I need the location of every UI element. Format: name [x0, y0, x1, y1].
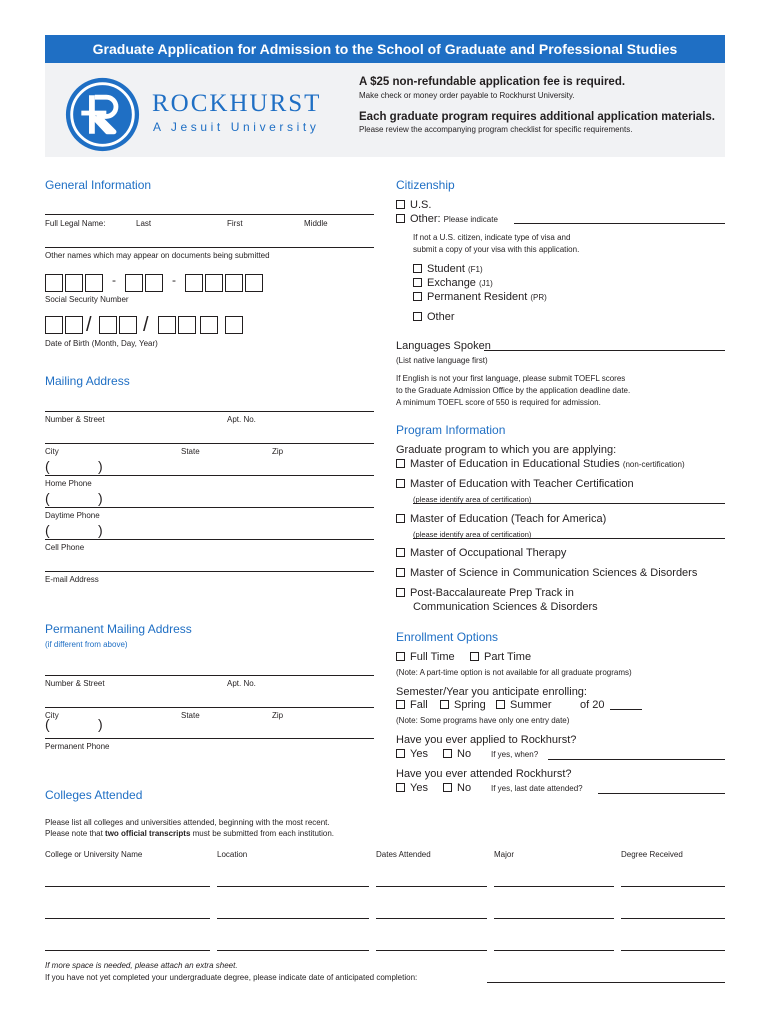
email-line[interactable] — [45, 571, 374, 572]
permanent-address-subtitle: (if different from above) — [45, 640, 128, 649]
page-title-banner: Graduate Application for Admission to the School of Graduate and Professional Studies — [45, 35, 725, 63]
ssn-digit-box[interactable] — [145, 274, 163, 292]
checkbox[interactable] — [396, 214, 405, 223]
postbac-option[interactable]: Post-Baccalaureate Prep Track in — [396, 587, 574, 599]
spring-option[interactable]: Spring — [440, 699, 486, 711]
dob-digit-box[interactable] — [225, 316, 243, 334]
ssn-digit-box[interactable] — [225, 274, 243, 292]
checkbox[interactable] — [496, 700, 505, 709]
area-code-open: ( — [45, 490, 50, 506]
other-citizenship-option[interactable]: Other: Please indicate — [396, 213, 498, 225]
permanent-address-heading: Permanent Mailing Address — [45, 622, 192, 636]
full-name-line[interactable] — [45, 214, 374, 215]
checkbox[interactable] — [396, 459, 405, 468]
toefl-note-3: A minimum TOEFL score of 550 is required for admission. — [396, 398, 601, 407]
college-location-field[interactable] — [217, 886, 369, 887]
ssn-digit-box[interactable] — [45, 274, 63, 292]
area-code-close: ) — [98, 490, 103, 506]
checkbox[interactable] — [396, 568, 405, 577]
zip-label: Zip — [272, 447, 284, 456]
colleges-heading: Colleges Attended — [45, 788, 143, 802]
home-phone-label: Home Phone — [45, 479, 92, 488]
college-location-field[interactable] — [217, 950, 369, 951]
full-time-option[interactable]: Full Time — [396, 651, 455, 663]
anticipated-completion-label: If you have not yet completed your undergraduate degree, please indicate date of anticipated completion: — [45, 973, 418, 982]
attended-no-option[interactable]: No — [443, 782, 471, 794]
college-degree-field[interactable] — [621, 918, 725, 919]
postbac-option-line-2: Communication Sciences & Disorders — [413, 601, 598, 613]
college-major-field[interactable] — [494, 918, 614, 919]
attended-date-label: If yes, last date attended? — [491, 784, 583, 793]
perm-zip-label: Zip — [272, 711, 284, 720]
full-name-label: Full Legal Name: — [45, 219, 106, 228]
col-header-major: Major — [494, 850, 515, 859]
semester-question: Semester/Year you anticipate enrolling: — [396, 686, 587, 698]
checkbox[interactable] — [413, 278, 422, 287]
part-time-option[interactable]: Part Time — [470, 651, 531, 663]
last-name-label: Last — [136, 219, 152, 228]
dob-digit-box[interactable] — [178, 316, 196, 334]
checkbox[interactable] — [413, 312, 422, 321]
other-names-label: Other names which may appear on documents being submitted — [45, 251, 270, 260]
checkbox[interactable] — [413, 264, 422, 273]
dob-digit-box[interactable] — [200, 316, 218, 334]
anticipated-completion-line[interactable] — [487, 982, 725, 983]
year-line[interactable] — [610, 709, 642, 710]
med-tfa-option[interactable]: Master of Education (Teach for America) — [396, 513, 606, 525]
checkbox[interactable] — [396, 588, 405, 597]
ssn-digit-box[interactable] — [205, 274, 223, 292]
attended-yes-option[interactable]: Yes — [396, 782, 428, 794]
college-name-field[interactable] — [45, 918, 210, 919]
college-name-field[interactable] — [45, 886, 210, 887]
enrollment-heading: Enrollment Options — [396, 630, 499, 644]
visa-exchange-option[interactable]: Exchange (J1) — [413, 277, 493, 289]
dob-label: Date of Birth (Month, Day, Year) — [45, 339, 158, 348]
area-code-close: ) — [98, 522, 103, 538]
dob-digit-box[interactable] — [119, 316, 137, 334]
area-code-open: ( — [45, 458, 50, 474]
other-citizenship-line[interactable] — [514, 223, 725, 224]
perm-city-label: City — [45, 711, 59, 720]
attended-date-line[interactable] — [598, 793, 725, 794]
checkbox[interactable] — [396, 652, 405, 661]
ssn-dash: - — [172, 273, 176, 287]
checkbox[interactable] — [396, 200, 405, 209]
med-educational-studies-option[interactable]: Master of Education in Educational Studies (non-certification) — [396, 458, 685, 470]
state-label: State — [181, 447, 200, 456]
citizenship-heading: Citizenship — [396, 178, 455, 192]
ssn-digit-box[interactable] — [85, 274, 103, 292]
checkbox[interactable] — [396, 700, 405, 709]
apt-label: Apt. No. — [227, 415, 256, 424]
fee-note: Make check or money order payable to Rockhurst University. — [359, 91, 575, 100]
col-header-college: College or University Name — [45, 850, 143, 859]
area-code-close: ) — [98, 458, 103, 474]
languages-label: Languages Spoken — [396, 340, 491, 352]
col-header-dates: Dates Attended — [376, 850, 431, 859]
perm-state-label: State — [181, 711, 200, 720]
visa-pr-option[interactable]: Permanent Resident (PR) — [413, 291, 547, 303]
dob-digit-box[interactable] — [158, 316, 176, 334]
ssn-dash: - — [112, 273, 116, 287]
ssn-digit-box[interactable] — [65, 274, 83, 292]
visa-other-option[interactable]: Other — [413, 311, 455, 323]
ssn-digit-box[interactable] — [245, 274, 263, 292]
fee-heading: A $25 non-refundable application fee is required. — [359, 76, 626, 88]
checkbox[interactable] — [413, 292, 422, 301]
fall-option[interactable]: Fall — [396, 699, 428, 711]
area-code-open: ( — [45, 716, 50, 732]
visa-student-option[interactable]: Student (F1) — [413, 263, 483, 275]
daytime-phone-line[interactable] — [45, 507, 374, 508]
visa-note-2: submit a copy of your visa with this application. — [413, 245, 580, 254]
perm-street-line[interactable] — [45, 675, 374, 676]
cell-phone-label: Cell Phone — [45, 543, 85, 552]
college-location-field[interactable] — [217, 918, 369, 919]
languages-note: (List native language first) — [396, 356, 488, 365]
area-code-open: ( — [45, 522, 50, 538]
checkbox[interactable] — [440, 700, 449, 709]
year-label: of 20 — [580, 699, 605, 711]
col-header-degree: Degree Received — [621, 850, 683, 859]
checkbox[interactable] — [470, 652, 479, 661]
college-dates-field[interactable] — [376, 886, 487, 887]
applied-yes-option[interactable]: Yes — [396, 748, 428, 760]
materials-note: Please review the accompanying program checklist for specific requirements. — [359, 125, 633, 134]
checkbox[interactable] — [396, 514, 405, 523]
college-degree-field[interactable] — [621, 886, 725, 887]
dob-slash: / — [86, 314, 92, 336]
general-info-heading: General Information — [45, 178, 152, 192]
perm-phone-label: Permanent Phone — [45, 742, 110, 751]
mscsd-option[interactable]: Master of Science in Communication Sciences & Disorders — [396, 567, 697, 579]
area-code-close: ) — [98, 716, 103, 732]
dob-digit-box[interactable] — [45, 316, 63, 334]
logo-wordmark: ROCKHURST — [152, 90, 322, 117]
summer-option[interactable]: Summer — [496, 699, 552, 711]
home-phone-line[interactable] — [45, 475, 374, 476]
college-major-field[interactable] — [494, 886, 614, 887]
entry-date-note: (Note: Some programs have only one entry date) — [396, 716, 570, 725]
college-degree-field[interactable] — [621, 950, 725, 951]
materials-heading: Each graduate program requires additional application materials. — [359, 111, 715, 123]
dob-digit-box[interactable] — [65, 316, 83, 334]
applied-when-label: If yes, when? — [491, 750, 539, 759]
checkbox[interactable] — [396, 548, 405, 557]
daytime-phone-label: Daytime Phone — [45, 511, 100, 520]
logo-tagline: A Jesuit University — [153, 120, 320, 134]
checkbox[interactable] — [396, 479, 405, 488]
area-cert-note-2: (please identify area of certification) — [413, 530, 532, 539]
email-label: E-mail Address — [45, 575, 99, 584]
perm-street-label: Number & Street — [45, 679, 105, 688]
middle-name-label: Middle — [304, 219, 328, 228]
area-cert-note-1: (please identify area of certification) — [413, 495, 532, 504]
dob-slash: / — [143, 314, 149, 336]
mailing-address-heading: Mailing Address — [45, 374, 130, 388]
cell-phone-line[interactable] — [45, 539, 374, 540]
applied-no-option[interactable]: No — [443, 748, 471, 760]
part-time-note: (Note: A part-time option is not available for all graduate programs) — [396, 668, 632, 677]
applied-question: Have you ever applied to Rockhurst? — [396, 734, 577, 746]
checkbox[interactable] — [396, 783, 405, 792]
checkbox[interactable] — [443, 749, 452, 758]
colleges-instructions-2: Please note that two official transcripts must be submitted from each institution. — [45, 829, 335, 838]
ssn-digit-box[interactable] — [185, 274, 203, 292]
rockhurst-logo-icon — [64, 76, 141, 153]
toefl-note-2: to the Graduate Admission Office by the application deadline date. — [396, 386, 631, 395]
checkbox[interactable] — [396, 749, 405, 758]
extra-sheet-note: If more space is needed, please attach an extra sheet. — [45, 961, 238, 970]
other-names-line[interactable] — [45, 247, 374, 248]
us-option[interactable]: U.S. — [396, 199, 431, 211]
applied-when-line[interactable] — [548, 759, 725, 760]
perm-city-line[interactable] — [45, 707, 374, 708]
mot-option[interactable]: Master of Occupational Therapy — [396, 547, 566, 559]
college-major-field[interactable] — [494, 950, 614, 951]
street-line[interactable] — [45, 411, 374, 412]
dob-digit-box[interactable] — [99, 316, 117, 334]
first-name-label: First — [227, 219, 243, 228]
colleges-instructions-1: Please list all colleges and universities attended, beginning with the most recent. — [45, 818, 330, 827]
street-label: Number & Street — [45, 415, 105, 424]
college-dates-field[interactable] — [376, 918, 487, 919]
college-dates-field[interactable] — [376, 950, 487, 951]
program-heading: Program Information — [396, 423, 506, 437]
city-line[interactable] — [45, 443, 374, 444]
perm-apt-label: Apt. No. — [227, 679, 256, 688]
perm-phone-line[interactable] — [45, 738, 374, 739]
med-teacher-cert-option[interactable]: Master of Education with Teacher Certification — [396, 478, 634, 490]
college-name-field[interactable] — [45, 950, 210, 951]
col-header-location: Location — [217, 850, 248, 859]
checkbox[interactable] — [443, 783, 452, 792]
attended-question: Have you ever attended Rockhurst? — [396, 768, 572, 780]
program-question: Graduate program to which you are applying: — [396, 444, 617, 456]
ssn-label: Social Security Number — [45, 295, 129, 304]
languages-line[interactable] — [484, 350, 725, 351]
ssn-digit-box[interactable] — [125, 274, 143, 292]
visa-note-1: If not a U.S. citizen, indicate type of visa and — [413, 233, 571, 242]
city-label: City — [45, 447, 59, 456]
toefl-note-1: If English is not your first language, please submit TOEFL scores — [396, 374, 626, 383]
